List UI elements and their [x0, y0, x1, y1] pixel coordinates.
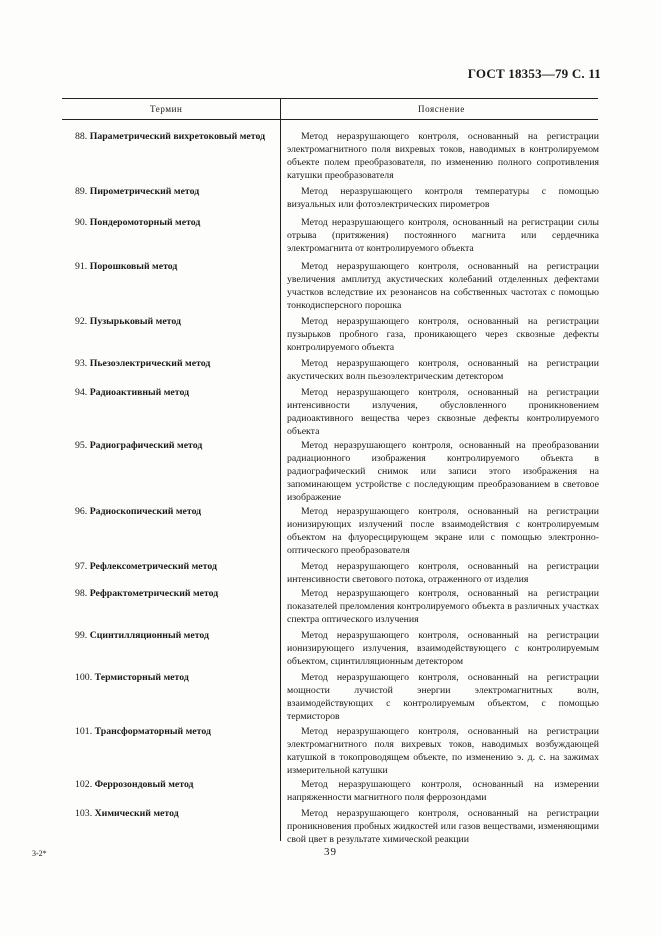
term-number: 99. [75, 630, 88, 641]
term-cell [75, 386, 275, 399]
term-number: 100. [75, 672, 93, 683]
table-row [62, 667, 598, 721]
explanation-cell: Метод неразрушающего контроля, основанный на регистрации интенсивности излучения, обусловленного проникновением радиоактивного вещества через сквозные дефекты контролируемого объекта [287, 387, 599, 437]
term-number: 94. [75, 387, 88, 398]
table-row [62, 126, 598, 181]
term-name: Пондеромоторный метод [89, 217, 201, 228]
term-cell [75, 560, 275, 573]
term-number: 101. [75, 726, 93, 737]
explanation-cell: Метод неразрушающего контроля, основанный на регистрации показателей преломления контролируемого объекта в различных участках спектра оптического излучения [287, 588, 599, 625]
table-row [62, 774, 598, 803]
document-header: ГОСТ 18353—79 С. 11 [467, 66, 601, 81]
term-number: 93. [75, 358, 88, 369]
table-row [62, 583, 598, 625]
term-number: 97. [75, 561, 88, 572]
term-cell [75, 807, 275, 820]
table-row [62, 625, 598, 667]
term-number: 103. [75, 808, 93, 819]
term-name: Порошковый метод [89, 261, 178, 272]
term-cell [75, 778, 275, 791]
term-number: 98. [75, 588, 88, 599]
print-code: 3-2* [32, 849, 47, 858]
term-cell [75, 587, 275, 600]
term-name: Радиоактивный метод [89, 387, 190, 398]
term-name: Химический метод [94, 808, 179, 819]
table-row [62, 311, 598, 353]
explanation-cell: Метод неразрушающего контроля, основанный на регистрации ионизирующих излучений после взаимодействия с контролируемым объектом на флуоресцирующем экране или с помощью электронно-оптического преобразователя [287, 506, 599, 556]
term-name: Радиоскопический метод [89, 506, 202, 517]
term-name: Пирометрический метод [89, 186, 200, 197]
term-cell [75, 185, 275, 198]
term-cell [75, 725, 275, 738]
explanation-cell: Метод неразрушающего контроля, основанный на измерении напряженности магнитного поля феррозондами [287, 779, 599, 803]
explanation-cell: Метод неразрушающего контроля, основанный на регистрации ионизирующего излучения, взаимодействующего с контролируемым объектом, сцинтилляционным детектором [287, 630, 599, 667]
table-body [62, 126, 598, 847]
explanation-cell: Метод неразрушающего контроля, основанный на регистрации проникновения пробных жидкостей или газов веществами, изменяющими свой цвет в результате химической реакции [287, 808, 599, 845]
term-number: 96. [75, 506, 88, 517]
term-cell [75, 216, 275, 229]
term-cell [75, 671, 275, 684]
term-cell [75, 315, 275, 328]
term-name: Трансформаторный метод [94, 726, 211, 737]
term-cell [75, 260, 275, 273]
term-cell [75, 439, 275, 452]
table-row [62, 212, 598, 256]
column-header-explanation: Пояснение [418, 104, 465, 114]
table-row [62, 353, 598, 382]
term-cell [75, 130, 275, 143]
term-name: Пьезоэлектрический метод [89, 358, 211, 369]
term-name: Параметрический вихретоковый метод [89, 131, 266, 142]
table-row [62, 435, 598, 501]
term-cell [75, 357, 275, 370]
term-name: Пузырьковый метод [89, 316, 181, 327]
page-number: 39 [324, 846, 337, 858]
term-name: Рефрактометрический метод [89, 588, 219, 599]
column-header-term: Термин [150, 104, 183, 114]
table-header-rule [62, 119, 598, 120]
explanation-cell: Метод неразрушающего контроля, основанный на преобразовании радиационного изображения контролируемого объекта в радиографический снимок или записи этого изображения на запоминающем устройстве с последующим преобразованием в световое изображение [287, 440, 599, 503]
explanation-cell: Метод неразрушающего контроля, основанный на регистрации увеличения амплитуд акустических колебаний отделенных дефектами участков вследствие их резонансов на собственных частотах с помощью тонкодисперсного порошка [287, 261, 599, 311]
term-cell [75, 505, 275, 518]
explanation-cell: Метод неразрушающего контроля, основанный на регистрации электромагнитного поля вихревых токов, наводимых в контролируемом объекте полем преобразователя, по изменению полного сопротивления катушки преобразователя [287, 131, 599, 181]
term-number: 91. [75, 261, 88, 272]
explanation-cell: Метод неразрушающего контроля, основанный на регистрации мощности лучистой энергии электромагнитных волн, взаимодействующих с контролируемым объектом, с помощью термисторов [287, 672, 599, 722]
term-name: Сцинтилляционный метод [89, 630, 209, 641]
term-name: Рефлексометрический метод [89, 561, 217, 572]
explanation-cell: Метод неразрушающего контроля, основанный на регистрации интенсивности светового потока, отраженного от изделия [287, 561, 599, 585]
table-row [62, 721, 598, 774]
table-row [62, 256, 598, 311]
explanation-cell: Метод неразрушающего контроля, основанный на регистрации пузырьков пробного газа, проникающего через сквозные дефекты контролируемого объекта [287, 316, 599, 353]
term-number: 89. [75, 186, 88, 197]
table-row [62, 803, 598, 847]
term-name: Радиографический метод [89, 440, 203, 451]
term-cell [75, 629, 275, 642]
term-number: 95. [75, 440, 88, 451]
table-row [62, 501, 598, 556]
table-row [62, 556, 598, 583]
term-number: 102. [75, 779, 93, 790]
table-row [62, 181, 598, 212]
explanation-cell: Метод неразрушающего контроля, основанный на регистрации электромагнитного поля вихревых токов, наводимых возбуждающей катушкой в токопроводящем объекте, по изменению э. д. с. на зажимах измерительной катушки [287, 726, 599, 776]
term-number: 90. [75, 217, 88, 228]
term-name: Феррозондовый метод [94, 779, 194, 790]
term-number: 92. [75, 316, 88, 327]
term-number: 88. [75, 131, 88, 142]
explanation-cell: Метод неразрушающего контроля, основанный на регистрации акустических волн пьезоэлектрическим детектором [287, 358, 599, 382]
explanation-cell: Метод неразрушающего контроля, основанный на регистрации силы отрыва (притяжения) постоянного магнита или сердечника электромагнита от контролируемого объекта [287, 217, 599, 254]
table-row [62, 382, 598, 435]
table-top-rule [62, 98, 598, 99]
explanation-cell: Метод неразрушающего контроля температуры с помощью визуальных или фотоэлектрических пирометров [287, 186, 599, 210]
term-name: Термисторный метод [94, 672, 189, 683]
